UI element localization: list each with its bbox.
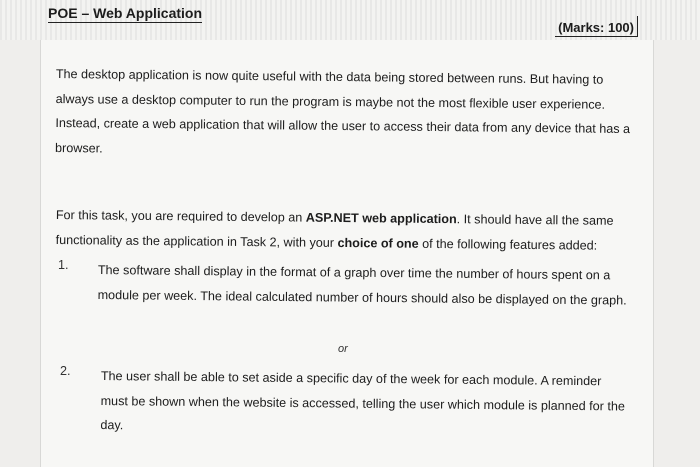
option-1-number: 1. <box>58 258 69 272</box>
separator-or: or <box>338 343 348 355</box>
marks-label: (Marks: 100) <box>558 20 634 35</box>
page-title: POE – Web Application <box>48 5 203 21</box>
task-tail-text: of the following features added: <box>418 236 598 253</box>
option-1-text: The software shall display in the format of a graph over time the number of hours spent on a module per week. The ideal calculated number of hours should also be displayed on the graph. <box>97 262 627 308</box>
task-lead-text: For this task, you are required to develop an <box>55 207 306 225</box>
intro-paragraph: The desktop application is now quite useful with the data being stored between runs. But having to always use a desktop computer to run the program is maybe not the most flexible user experience. Instead, create a web application that will allow the user to access their data from any device that has a browser. <box>55 66 631 155</box>
task-choice-text: choice of one <box>337 235 419 251</box>
task-middle-text: . It should have all the same functionality as the application in Task 2, with your <box>55 212 614 250</box>
option-2-number: 2. <box>60 364 71 378</box>
option-2-text: The user shall be able to set aside a specific day of the week for each module. A reminder must be shown when the website is accessed, telling the user which module is planned for the day. <box>100 368 626 433</box>
task-tech-text: ASP.NET web application <box>305 210 457 227</box>
task-paragraph <box>55 203 635 258</box>
